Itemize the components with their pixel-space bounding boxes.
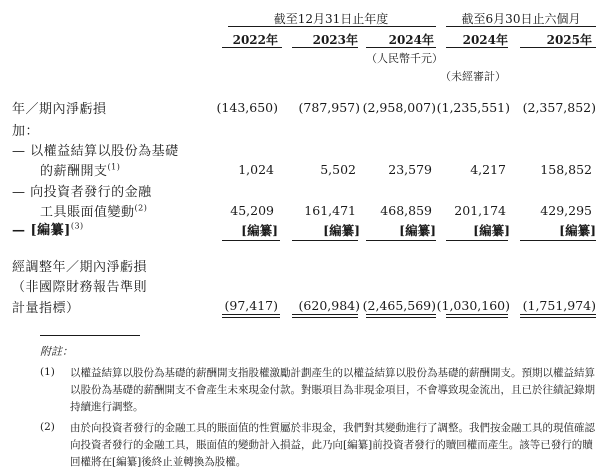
year-header-2023: 2023年	[312, 33, 358, 47]
subtotal-rule	[366, 240, 436, 241]
total-double-rule	[222, 314, 280, 315]
note-number: (1)	[40, 366, 55, 378]
row-label: — 以權益結算以股份為基礎	[12, 144, 179, 159]
total-value: (620,984)	[298, 298, 360, 313]
row-label: 年／期內淨虧損	[12, 102, 107, 117]
row-label: 加：	[12, 124, 40, 139]
six-month-group-header: 截至6月30日止六個月	[461, 12, 581, 26]
note-text: 由於向投資者發行的金融工具的賬面值的性質屬於非現金，我們對其變動進行了調整。我們按金融工具的現值確認向投資者發行的金融工具，賬面值的變動計入損益，此乃向[編纂]前投資者發行的贖回權而產生。該等已發行的贖回權將在[編纂]後終止並轉換為股權。	[70, 422, 595, 468]
subtotal-rule	[292, 240, 358, 241]
fiscal-year-group-header: 截至12月31日止年度	[273, 12, 389, 26]
total-value: (97,417)	[224, 298, 278, 313]
row-label-text: — [編纂]	[12, 223, 71, 238]
cell-value: (787,957)	[298, 100, 360, 115]
year-underline	[222, 47, 282, 48]
footnote-ref: (2)	[134, 203, 148, 213]
row-label: 經調整年／期內淨虧損	[12, 260, 148, 275]
total-double-rule	[222, 317, 280, 318]
cell-value: (1,235,551)	[436, 100, 510, 115]
cell-value: 429,295	[540, 203, 592, 218]
cell-value: (2,958,007)	[362, 100, 436, 115]
total-double-rule	[292, 317, 358, 318]
subtotal-rule	[222, 240, 280, 241]
row-label: 計量指標）	[12, 301, 80, 316]
cell-value: 45,209	[230, 203, 274, 218]
row-label	[12, 219, 84, 238]
row-label	[40, 160, 120, 179]
total-value: (2,465,569)	[362, 298, 436, 313]
cell-value: 468,859	[380, 203, 432, 218]
cell-value: 4,217	[470, 162, 506, 177]
total-double-rule	[366, 314, 436, 315]
year-header-2025-h1: 2025年	[546, 33, 592, 47]
total-double-rule	[520, 317, 596, 318]
year-header-2024-h1: 2024年	[462, 33, 508, 47]
year-underline	[292, 47, 358, 48]
redacted-value: [編纂]	[241, 223, 278, 238]
redacted-value: [編纂]	[473, 223, 510, 238]
cell-value: (2,357,852)	[522, 100, 596, 115]
redacted-value: [編纂]	[559, 223, 596, 238]
cell-value: 5,502	[320, 162, 356, 177]
total-double-rule	[446, 317, 508, 318]
subtotal-rule	[446, 240, 508, 241]
total-double-rule	[366, 317, 436, 318]
total-double-rule	[446, 314, 508, 315]
subtotal-rule	[520, 240, 596, 241]
redacted-value: [編纂]	[323, 223, 360, 238]
unaudited-label: （未經審計）	[440, 70, 506, 83]
year-underline	[446, 47, 508, 48]
footnote-ref: (1)	[107, 162, 121, 172]
year-header-2024: 2024年	[388, 33, 434, 47]
row-label	[40, 201, 147, 220]
row-label-text: 工具賬面值變動	[40, 205, 135, 220]
cell-value: 161,471	[304, 203, 356, 218]
total-value: (1,030,160)	[436, 298, 510, 313]
group-underline-6m	[446, 26, 596, 27]
year-underline	[366, 47, 436, 48]
row-label-text: 的薪酬開支	[40, 164, 108, 179]
footnote-ref: (3)	[70, 221, 84, 231]
total-value: (1,751,974)	[522, 298, 596, 313]
currency-unit-label: （人民幣千元）	[366, 52, 443, 65]
note-text: 以權益結算以股份為基礎的薪酬開支指股權激勵計劃產生的以權益結算以股份為基礎的薪酬開支。預期以權益結算以股份為基礎的薪酬開支不會產生未來現金付款。對賬項目為非現金項目，不會導致現金流出，且已於往績記錄期持續進行調整。	[70, 367, 595, 413]
cell-value: 1,024	[238, 162, 274, 177]
total-double-rule	[520, 314, 596, 315]
notes-heading: 附註：	[40, 345, 73, 358]
cell-value: (143,650)	[216, 100, 278, 115]
note-number: (2)	[40, 421, 55, 433]
year-header-2022: 2022年	[232, 33, 278, 47]
total-double-rule	[292, 314, 358, 315]
cell-value: 158,852	[540, 162, 592, 177]
row-label: （非國際財務報告準則	[12, 280, 148, 295]
cell-value: 23,579	[388, 162, 432, 177]
row-label: — 向投資者發行的金融	[12, 185, 152, 200]
notes-separator	[40, 335, 140, 336]
year-underline	[520, 47, 596, 48]
redacted-value: [編纂]	[399, 223, 436, 238]
cell-value: 201,174	[454, 203, 506, 218]
group-underline-fy	[228, 26, 436, 27]
